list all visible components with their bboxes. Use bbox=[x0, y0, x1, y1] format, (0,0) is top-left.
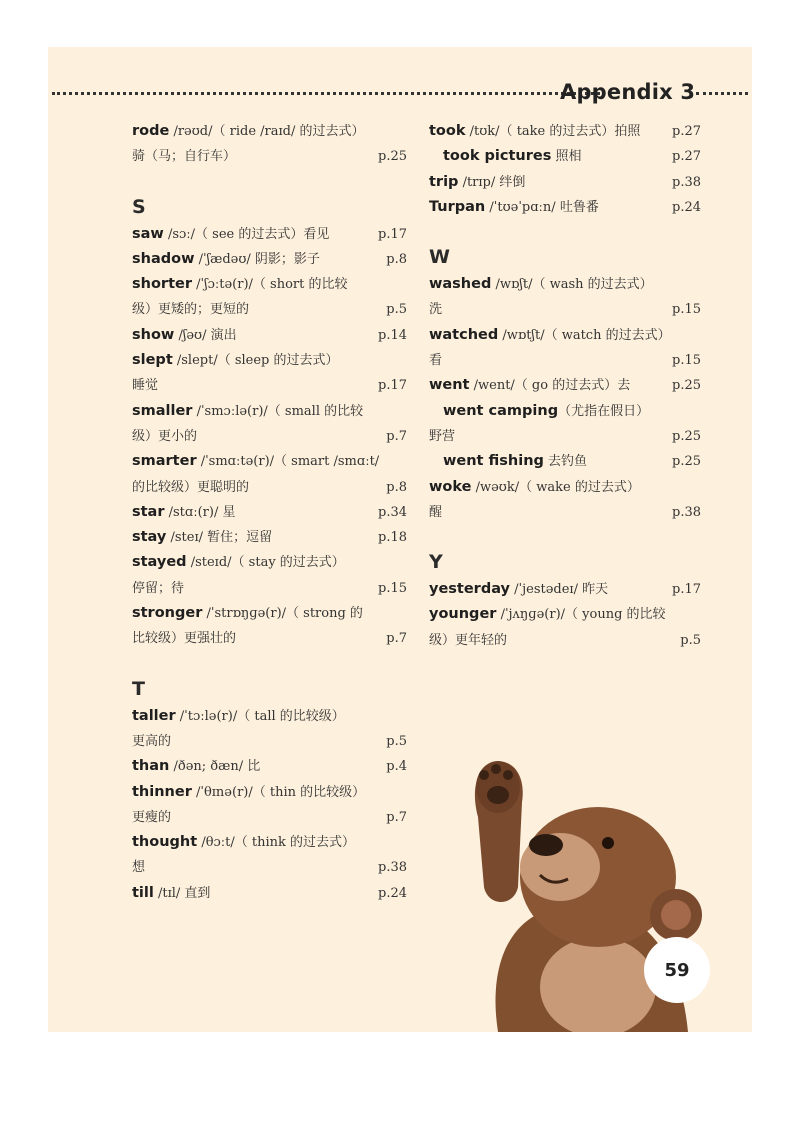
glossary-column-right bbox=[429, 119, 701, 653]
glossary-entry bbox=[429, 272, 701, 323]
entry-line bbox=[132, 144, 407, 169]
headword: yesterday bbox=[429, 581, 511, 598]
entry-line bbox=[132, 424, 407, 449]
entry-line bbox=[132, 754, 407, 779]
definition-text: /ˈstrɒŋɡə(r)/（ strong 的 bbox=[202, 606, 363, 622]
headword: washed bbox=[429, 276, 492, 293]
entry-line bbox=[132, 550, 407, 575]
page-reference: p.24 bbox=[378, 885, 407, 901]
section-letter: T bbox=[132, 677, 145, 700]
entry-line bbox=[132, 500, 407, 525]
definition-text: 醒 bbox=[429, 504, 443, 520]
page-reference: p.5 bbox=[386, 733, 407, 749]
glossary-entry bbox=[132, 754, 407, 779]
page-reference: p.27 bbox=[672, 149, 701, 165]
entry-line bbox=[132, 222, 407, 247]
section-letter: Y bbox=[429, 551, 443, 574]
page-reference: p.14 bbox=[378, 327, 407, 343]
glossary-subentry bbox=[429, 399, 701, 450]
definition-text: /ˈsmɔːlə(r)/（ small 的比较 bbox=[192, 403, 364, 419]
definition-text: /sɔː/（ see 的过去式）看见 bbox=[163, 226, 330, 242]
definition-text: /ˈjestədeɪ/ 昨天 bbox=[510, 582, 609, 598]
glossary-entry bbox=[429, 119, 701, 144]
definition-text: /tɪl/ 直到 bbox=[153, 885, 211, 901]
page-reference: p.15 bbox=[672, 302, 701, 318]
page-reference: p.7 bbox=[386, 631, 407, 647]
page-reference: p.8 bbox=[386, 479, 407, 495]
definition-text: /steɪ/ 暂住；逗留 bbox=[166, 530, 273, 546]
entry-line bbox=[429, 500, 701, 525]
glossary-entry bbox=[132, 780, 407, 831]
definition-text: 照相 bbox=[551, 149, 582, 165]
glossary-entry bbox=[429, 602, 701, 653]
headword: younger bbox=[429, 606, 497, 623]
definition-text: 比较级）更强壮的 bbox=[132, 631, 237, 647]
header-dotted-rule-right bbox=[696, 92, 748, 95]
headword: smarter bbox=[132, 453, 197, 470]
entry-line bbox=[132, 373, 407, 398]
page-reference: p.17 bbox=[378, 226, 407, 242]
page-reference: p.17 bbox=[378, 378, 407, 394]
page-reference: p.17 bbox=[672, 582, 701, 598]
page-reference: p.7 bbox=[386, 428, 407, 444]
definition-text: /ˈsmɑːtə(r)/（ smart /smɑːt/ bbox=[196, 454, 380, 470]
entry-line bbox=[132, 805, 407, 830]
entry-line bbox=[429, 373, 701, 398]
definition-text: /went/（ go 的过去式）去 bbox=[469, 378, 631, 394]
entry-line bbox=[429, 297, 701, 322]
entry-line bbox=[132, 729, 407, 754]
entry-line bbox=[132, 449, 407, 474]
glossary-entry bbox=[132, 348, 407, 399]
definition-text: /ˈθɪnə(r)/（ thin 的比较级） bbox=[191, 784, 366, 800]
headword: thinner bbox=[132, 783, 192, 800]
glossary-subentry bbox=[429, 144, 701, 169]
entry-line bbox=[429, 195, 701, 220]
glossary-entry bbox=[132, 601, 407, 652]
page-reference: p.7 bbox=[386, 809, 407, 825]
entry-line bbox=[132, 399, 407, 424]
page-reference: p.5 bbox=[680, 632, 701, 648]
entry-line bbox=[429, 475, 701, 500]
definition-text: /wɒtʃt/（ watch 的过去式） bbox=[498, 327, 671, 343]
headword: show bbox=[132, 326, 175, 343]
headword: stay bbox=[132, 529, 167, 546]
definition-text: /rəʊd/（ ride /raɪd/ 的过去式） bbox=[169, 124, 365, 139]
entry-line bbox=[132, 119, 407, 144]
glossary-entry bbox=[132, 222, 407, 247]
definition-text: /steɪd/（ stay 的过去式） bbox=[186, 555, 345, 571]
section-letter: W bbox=[429, 246, 450, 269]
page-reference: p.15 bbox=[378, 580, 407, 596]
entry-line bbox=[132, 348, 407, 373]
headword: rode bbox=[132, 123, 170, 139]
definition-text: /θɔːt/（ think 的过去式） bbox=[197, 835, 356, 851]
entry-line bbox=[132, 272, 407, 297]
page-reference: p.25 bbox=[672, 428, 701, 444]
headword: smaller bbox=[132, 402, 193, 419]
entry-line bbox=[132, 780, 407, 805]
headword: stayed bbox=[132, 554, 187, 571]
headword: watched bbox=[429, 326, 499, 343]
definition-text: /wəʊk/（ wake 的过去式） bbox=[471, 479, 640, 495]
definition-text: 级）更矮的；更短的 bbox=[132, 302, 250, 318]
entry-line bbox=[429, 144, 701, 169]
entry-line bbox=[429, 602, 701, 627]
definition-text: /tʊk/（ take 的过去式）拍照 bbox=[465, 124, 641, 139]
definition-text: /ðən; ðæn/ 比 bbox=[169, 759, 261, 775]
page-reference: p.38 bbox=[672, 504, 701, 520]
definition-text: 睡觉 bbox=[132, 378, 159, 394]
headword: taller bbox=[132, 707, 176, 724]
definition-text: /ʃəʊ/ 演出 bbox=[174, 327, 237, 343]
definition-text: /ˈtɔːlə(r)/（ tall 的比较级） bbox=[175, 708, 345, 724]
headword: thought bbox=[132, 834, 198, 851]
headword: took pictures bbox=[443, 148, 552, 165]
glossary-entry bbox=[429, 577, 701, 602]
entry-line bbox=[132, 576, 407, 601]
headword: star bbox=[132, 503, 165, 520]
page-sheet bbox=[48, 47, 752, 1032]
entry-line bbox=[429, 628, 701, 653]
glossary-entry bbox=[132, 881, 407, 906]
definition-text: 看 bbox=[429, 353, 443, 369]
headword: shadow bbox=[132, 250, 195, 267]
definition-text: /wɒʃt/（ wash 的过去式） bbox=[491, 277, 653, 293]
page-reference: p.38 bbox=[378, 860, 407, 876]
entry-line bbox=[132, 323, 407, 348]
page-reference: p.24 bbox=[672, 199, 701, 215]
headword: shorter bbox=[132, 276, 192, 293]
entry-line bbox=[429, 272, 701, 297]
glossary-entry bbox=[429, 195, 701, 220]
glossary-entry bbox=[132, 704, 407, 755]
definition-text: 的比较级）更聪明的 bbox=[132, 479, 250, 495]
definition-text: /ˈjʌŋɡə(r)/（ young 的比较 bbox=[496, 607, 666, 623]
definition-text: 洗 bbox=[429, 302, 443, 318]
glossary-entry bbox=[132, 500, 407, 525]
definition-text: 野营 bbox=[429, 428, 456, 444]
definition-text: /slept/（ sleep 的过去式） bbox=[172, 353, 339, 369]
definition-text: 骑（马；自行车） bbox=[132, 149, 237, 165]
headword: trip bbox=[429, 173, 459, 190]
entry-line bbox=[429, 323, 701, 348]
glossary-column-left bbox=[132, 119, 407, 906]
page-reference: p.27 bbox=[672, 124, 701, 139]
page-number: 59 bbox=[644, 937, 710, 1003]
entry-line bbox=[429, 348, 701, 373]
entry-line bbox=[132, 297, 407, 322]
headword: Turpan bbox=[429, 198, 486, 215]
glossary-entry bbox=[132, 272, 407, 323]
definition-text: /ˈʃædəʊ/ 阴影；影子 bbox=[194, 251, 320, 267]
entry-line bbox=[429, 119, 701, 144]
page-title: Appendix 3 bbox=[560, 80, 696, 104]
glossary-entry bbox=[132, 830, 407, 881]
definition-text: /stɑː(r)/ 星 bbox=[164, 504, 236, 520]
entry-line bbox=[132, 626, 407, 651]
page-reference: p.15 bbox=[672, 353, 701, 369]
page-reference: p.4 bbox=[386, 759, 407, 775]
header-dotted-rule-left bbox=[52, 92, 600, 95]
entry-line bbox=[429, 424, 701, 449]
page-reference: p.5 bbox=[386, 302, 407, 318]
glossary-entry bbox=[132, 399, 407, 450]
headword: till bbox=[132, 884, 154, 901]
page-reference: p.25 bbox=[672, 378, 701, 394]
headword: saw bbox=[132, 225, 164, 242]
definition-text: 停留；待 bbox=[132, 580, 185, 596]
definition-text: /ˈʃɔːtə(r)/（ short 的比较 bbox=[191, 277, 348, 293]
headword: went bbox=[429, 377, 470, 394]
page-reference: p.8 bbox=[386, 251, 407, 267]
definition-text: （尤指在假日） bbox=[558, 403, 650, 419]
glossary-entry bbox=[132, 247, 407, 272]
page-reference: p.38 bbox=[672, 174, 701, 190]
entry-line bbox=[429, 577, 701, 602]
glossary-entry bbox=[429, 323, 701, 374]
entry-line bbox=[132, 601, 407, 626]
glossary-subentry bbox=[429, 449, 701, 474]
definition-text: 级）更小的 bbox=[132, 428, 198, 444]
definition-text: 去钓鱼 bbox=[543, 454, 588, 470]
headword: went camping bbox=[443, 402, 559, 419]
page-reference: p.25 bbox=[672, 454, 701, 470]
entry-line bbox=[429, 449, 701, 474]
definition-text: 想 bbox=[132, 860, 146, 876]
glossary-entry bbox=[429, 475, 701, 526]
entry-line bbox=[429, 399, 701, 424]
definition-text: 更高的 bbox=[132, 733, 172, 749]
section-letter: S bbox=[132, 195, 146, 218]
definition-text: /ˈtʊəˈpɑːn/ 吐鲁番 bbox=[485, 199, 599, 215]
entry-line bbox=[132, 855, 407, 880]
glossary-entry bbox=[132, 119, 407, 170]
definition-text: 更瘦的 bbox=[132, 809, 172, 825]
entry-line bbox=[132, 704, 407, 729]
headword: took bbox=[429, 123, 466, 139]
entry-line bbox=[132, 881, 407, 906]
glossary-entry bbox=[429, 170, 701, 195]
glossary-entry bbox=[132, 323, 407, 348]
page-reference: p.18 bbox=[378, 530, 407, 546]
entry-line bbox=[132, 247, 407, 272]
headword: slept bbox=[132, 352, 173, 369]
definition-text: /trɪp/ 绊倒 bbox=[458, 174, 526, 190]
entry-line bbox=[429, 170, 701, 195]
headword: woke bbox=[429, 478, 472, 495]
entry-line bbox=[132, 830, 407, 855]
page-reference: p.25 bbox=[378, 149, 407, 165]
headword: than bbox=[132, 758, 170, 775]
definition-text: 级）更年轻的 bbox=[429, 632, 508, 648]
page-reference: p.34 bbox=[378, 504, 407, 520]
entry-line bbox=[132, 475, 407, 500]
headword: stronger bbox=[132, 605, 203, 622]
glossary-entry bbox=[132, 550, 407, 601]
entry-line bbox=[132, 525, 407, 550]
headword: went fishing bbox=[443, 453, 544, 470]
glossary-entry bbox=[132, 525, 407, 550]
glossary-entry bbox=[429, 373, 701, 398]
bear-illustration bbox=[448, 747, 752, 1032]
glossary-entry bbox=[132, 449, 407, 500]
